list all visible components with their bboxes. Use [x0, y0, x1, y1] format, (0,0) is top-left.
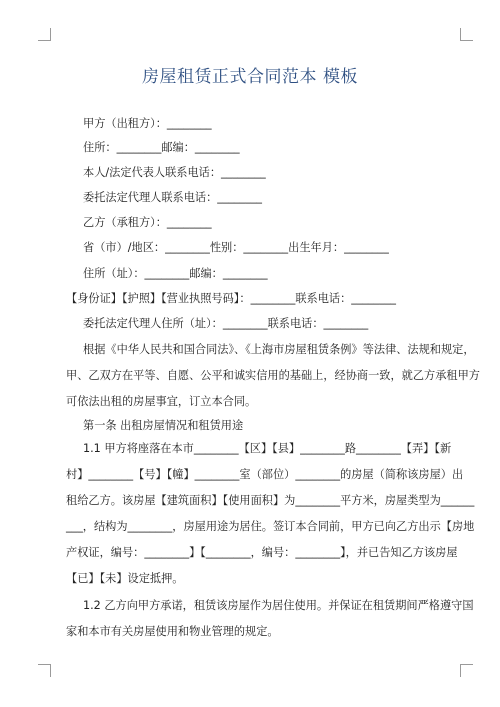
- preamble-line: 可依法出租的房屋事宜，订立本合同。: [66, 395, 257, 408]
- field-agent-address: 委托法定代理人住所（址）：________联系电话：________: [83, 317, 369, 330]
- field-address-postcode: 住所：________邮编：________: [83, 141, 240, 154]
- crop-mark-top-right: [460, 28, 473, 41]
- clause-line: 租给乙方。该房屋【建筑面积】【使用面积】为________平方米，房屋类型为______: [66, 494, 475, 507]
- preamble-line: 根据《中华人民共和国合同法》、《上海市房屋租赁条例》等法律、法规和规定，: [83, 343, 475, 356]
- field-province-line: 省（市）/地区：________性别：________出生年月：________: [83, 241, 389, 254]
- field-party-b: 乙方（承租方）：________: [83, 216, 212, 229]
- clause-line: 村】________【号】【幢】________室（部位）________的房屋（简称该房屋）出: [66, 468, 464, 481]
- field-legal-rep-phone: 本人/法定代表人联系电话：________: [83, 166, 266, 179]
- preamble-paragraph: [66, 337, 480, 415]
- clause-line: ___，结构为________，房屋用途为居住。签订本合同前，甲方已向乙方出示【房地: [66, 520, 475, 533]
- field-id-line: 【身份证】【护照】【营业执照号码】：________联系电话：________: [66, 292, 397, 305]
- clause-line: 【已】【未】设定抵押。: [66, 572, 184, 585]
- clause-line: 1.1 甲方将座落在本市________【区】【县】________路________【弄】【新: [83, 442, 452, 455]
- crop-mark-top-left: [38, 28, 51, 41]
- clause-1-2: [66, 593, 474, 645]
- clause-1-1: [66, 436, 475, 592]
- crop-mark-bottom-left: [38, 664, 51, 677]
- document-title: 房屋租赁正式合同范本 模板: [142, 67, 358, 87]
- article-1-heading: 第一条 出租房屋情况和租赁用途: [83, 419, 244, 432]
- clause-line: 家和本市有关房屋使用和物业管理的规定。: [66, 625, 279, 638]
- field-agent-phone: 委托法定代理人联系电话：________: [83, 191, 263, 204]
- preamble-line: 甲、乙双方在平等、自愿、公平和诚实信用的基础上，经协商一致，就乙方承租甲方: [66, 369, 480, 382]
- crop-mark-bottom-right: [460, 664, 473, 677]
- clause-line: 1.2 乙方向甲方承诺，租赁该房屋作为居住使用。并保证在租赁期间严格遵守国: [83, 599, 474, 612]
- field-party-a: 甲方（出租方）：________: [83, 117, 212, 130]
- field-address-b: 住所（址）：________邮编：________: [83, 267, 268, 280]
- clause-line: 产权证，编号：________】【________，编号：________】，并已告知乙方该房屋: [66, 546, 458, 559]
